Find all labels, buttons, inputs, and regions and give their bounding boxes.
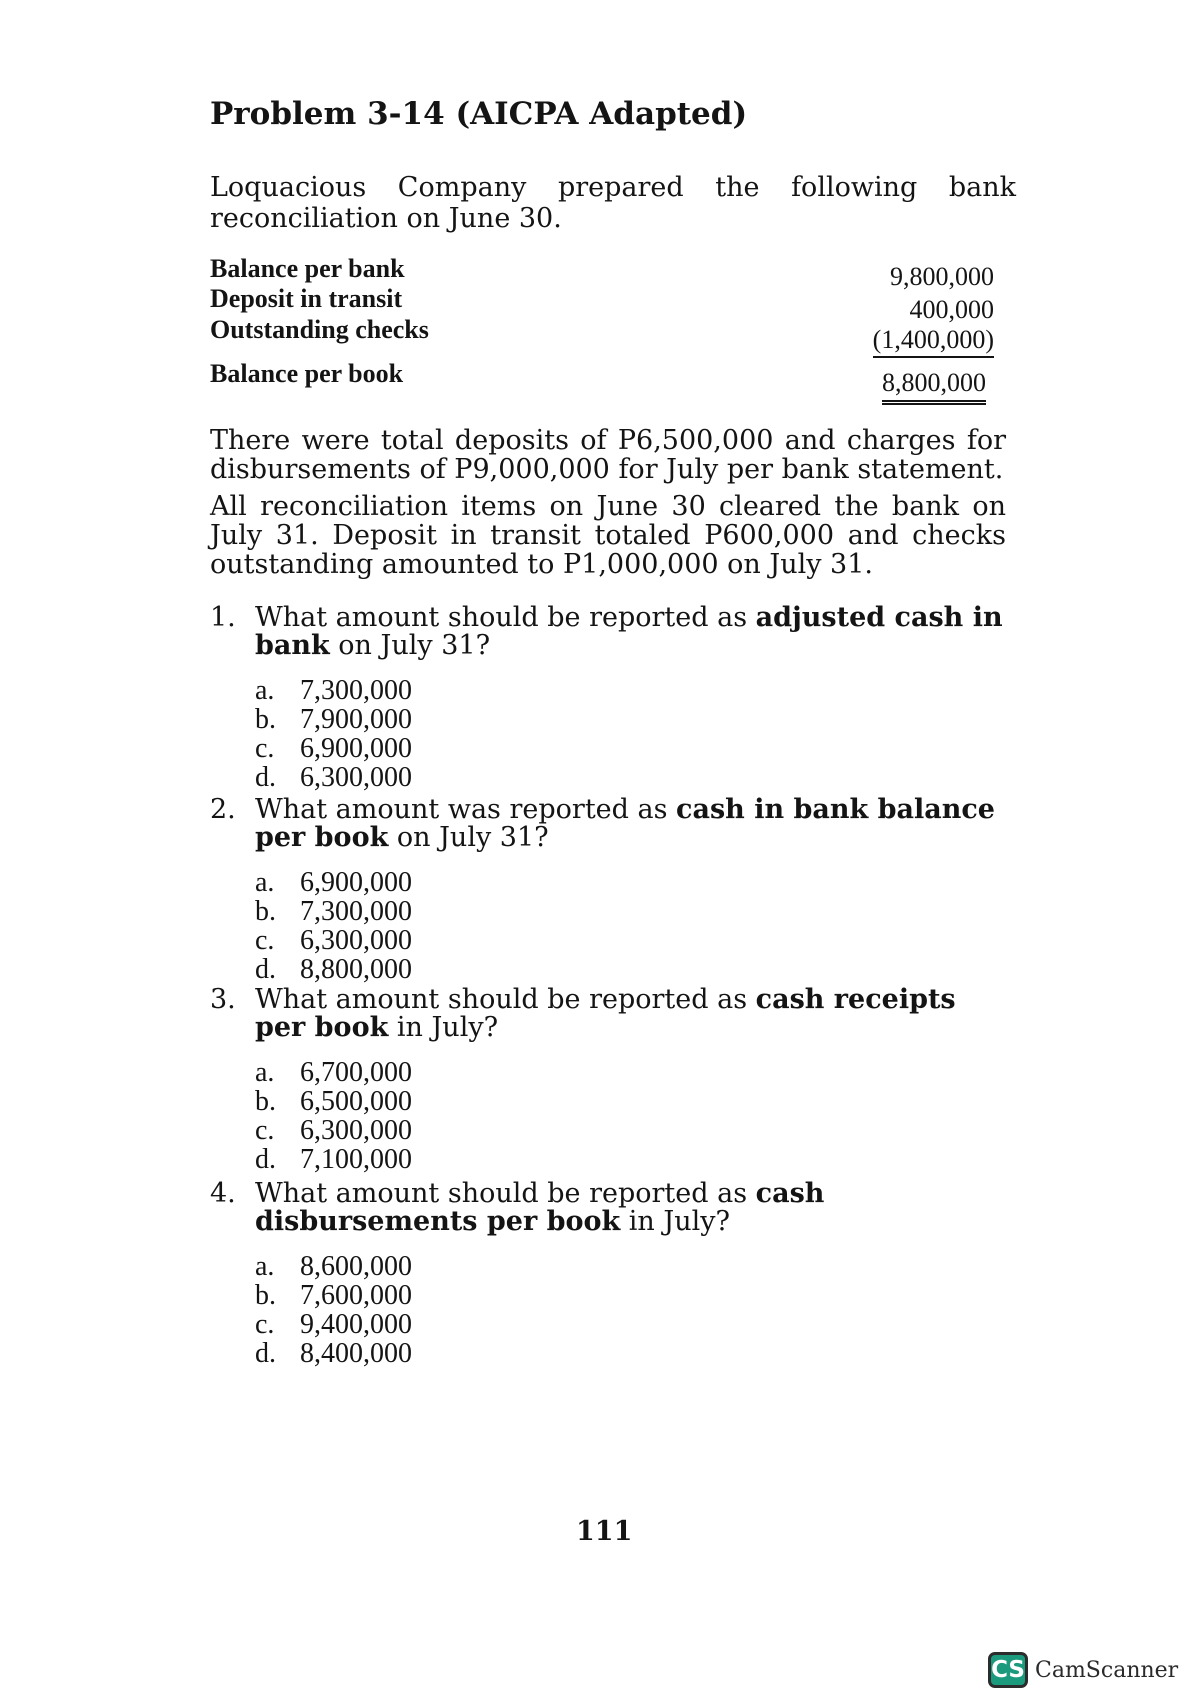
choice-b: b. 7,600,000 — [255, 1280, 412, 1311]
question-number: 3. — [210, 984, 236, 1015]
choice-c: c. 9,400,000 — [255, 1309, 412, 1340]
question-text: What amount was reported as cash in bank balance per book on July 31? — [255, 794, 995, 853]
choice-b: b. 7,900,000 — [255, 704, 412, 735]
recon-label-balance-per-book: Balance per book — [210, 359, 404, 388]
choice-c: c. 6,300,000 — [255, 925, 412, 956]
question-number: 2. — [210, 794, 236, 825]
choice-b: b. 7,300,000 — [255, 896, 412, 927]
choice-d: d. 8,800,000 — [255, 954, 412, 985]
choice-a: a. 6,700,000 — [255, 1057, 412, 1088]
answer-choices — [255, 1252, 412, 1368]
camscanner-label: CamScanner — [1035, 1657, 1179, 1683]
camscanner-watermark — [988, 1652, 1178, 1688]
choice-b: b. 6,500,000 — [255, 1086, 412, 1117]
recon-label-deposit-in-transit: Deposit in transit — [210, 284, 403, 313]
choice-a: a. 7,300,000 — [255, 675, 412, 706]
problem-title: Problem 3-14 (AICPA Adapted) — [210, 96, 748, 132]
question-emphasis: cash disbursements per book — [255, 1178, 825, 1237]
question-text: What amount should be reported as cash receipts per book in July? — [255, 984, 956, 1043]
question-number: 4. — [210, 1178, 236, 1209]
question-number: 1. — [210, 602, 236, 633]
answer-choices — [255, 676, 412, 792]
recon-amount-balance-per-book: 8,800,000 — [882, 368, 986, 405]
recon-label-balance-per-bank: Balance per bank — [210, 254, 405, 283]
question-emphasis: cash receipts per book — [255, 984, 956, 1043]
reconciliation-items-paragraph: All reconciliation items on June 30 cleared the bank on July 31. Deposit in transit totaled P600,000 and checks outstanding amounted to P1,000,000 on July 31. — [210, 491, 1006, 580]
choice-c: c. 6,900,000 — [255, 733, 412, 764]
recon-amount-balance-per-bank: 9,800,000 — [890, 262, 994, 291]
question-text: What amount should be reported as adjusted cash in bank on July 31? — [255, 602, 1003, 661]
choice-d: d. 7,100,000 — [255, 1144, 412, 1175]
recon-label-outstanding-checks: Outstanding checks — [210, 315, 429, 344]
answer-choices — [255, 1058, 412, 1174]
answer-choices — [255, 868, 412, 984]
question-emphasis: adjusted cash in bank — [255, 602, 1003, 661]
choice-d: d. 6,300,000 — [255, 762, 412, 793]
deposits-paragraph: There were total deposits of P6,500,000 and charges for disbursements of P9,000,000 for July per bank statement. — [210, 425, 1006, 485]
page-number: 111 — [576, 1516, 633, 1547]
choice-c: c. 6,300,000 — [255, 1115, 412, 1146]
question-emphasis: cash in bank balance per book — [255, 794, 995, 853]
question-text: What amount should be reported as cash disbursements per book in July? — [255, 1178, 825, 1237]
choice-d: d. 8,400,000 — [255, 1338, 412, 1369]
camscanner-logo-icon: CS — [988, 1652, 1028, 1688]
choice-a: a. 8,600,000 — [255, 1251, 412, 1282]
choice-a: a. 6,900,000 — [255, 867, 412, 898]
recon-amount-outstanding-checks: (1,400,000) — [873, 325, 994, 358]
intro-paragraph: Loquacious Company prepared the following bank reconciliation on June 30. — [210, 172, 1016, 234]
recon-amount-deposit-in-transit: 400,000 — [909, 295, 994, 324]
